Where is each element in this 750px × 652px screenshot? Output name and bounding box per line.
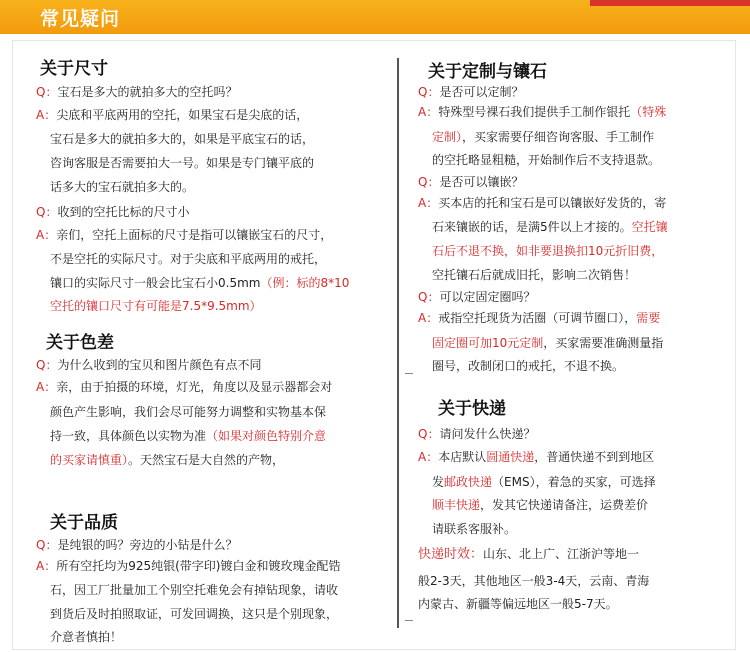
shipping-time-line: 内蒙古、新疆等偏远地区一般5-7天。 [418, 597, 618, 611]
faq-answer-line: 话多大的宝石就拍多大的。 [50, 180, 195, 194]
faq-question: Q：为什么收到的宝贝和图片颜色有点不同 [36, 358, 262, 372]
faq-answer-line: 定制），买家需要仔细咨询客服、手工制作 [432, 130, 655, 144]
faq-answer-line: 镶口的实际尺寸一般会比宝石小0.5mm（例：标的8*10 [50, 276, 350, 290]
shipping-time-line: 般2-3天，其他地区一般3-4天，云南、青海 [418, 574, 650, 588]
faq-question: Q：是纯银的吗？旁边的小钻是什么？ [36, 538, 238, 552]
faq-answer-line: A：戒指空托现货为活圈（可调节圈口），需要 [418, 311, 661, 325]
section-title-size: 关于尺寸 [40, 59, 108, 79]
faq-question: Q：是否可以镶嵌？ [418, 175, 524, 189]
faq-answer-line: 咨询客服是否需要拍大一号。如果是专门镶平底的 [50, 156, 315, 170]
faq-answer-line: 请联系客服补。 [432, 522, 517, 536]
faq-answer-line: 空托的镶口尺寸有可能是7.5*9.5mm） [50, 299, 262, 313]
faq-answer-line: A：特殊型号裸石我们提供手工制作银托（特殊 [418, 105, 667, 119]
faq-answer-line: 空托镶石后就成旧托，影响二次销售！ [432, 268, 637, 282]
section-title-shipping: 关于快递 [438, 399, 506, 419]
section-title-color: 关于色差 [46, 333, 114, 353]
faq-answer-line: 介意者慎拍！ [50, 630, 123, 644]
faq-answer-line: A：本店默认圆通快递，普通快递不到到地区 [418, 450, 655, 464]
faq-answer-line: 的空托略显粗糙，开始制作后不支持退款。 [432, 153, 661, 167]
faq-question: Q：请问发什么快递？ [418, 427, 536, 441]
faq-header-title: 常见疑问 [40, 8, 121, 30]
faq-answer-line: 颜色产生影响，我们会尽可能努力调整和实物基本保 [50, 405, 327, 419]
faq-answer-line: 发邮政快递（EMS），着急的买家，可选择 [432, 475, 656, 489]
faq-answer-line: 到货后及时拍照取证，可发回调换，这只是个别现象， [50, 607, 339, 621]
faq-question: Q：收到的空托比标的尺寸小 [36, 205, 190, 219]
faq-answer-line: A：所有空托均为925纯银(带字印)镀白金和镀玫瑰金配锆 [36, 559, 341, 573]
banner-corner-strip [590, 0, 750, 6]
faq-answer-line: 石后不退不换，如非要退换扣10元折旧费， [432, 244, 664, 258]
faq-answer-line: 石，因工厂批量加工个别空托难免会有掉钻现象，请收 [50, 583, 339, 597]
faq-answer-line: A：亲们，空托上面标的尺寸是指可以镶嵌宝石的尺寸， [36, 228, 333, 242]
faq-answer-line: 持一致，具体颜色以实物为准（如果对颜色特别介意 [50, 429, 327, 443]
faq-answer-line: 宝石是多大的就拍多大的，如果是平底宝石的话， [50, 132, 315, 146]
faq-answer-line: A：尖底和平底两用的空托，如果宝石是尖底的话， [36, 108, 309, 122]
faq-answer-line: 圈号，改制闭口的戒托，不退不换。 [432, 359, 625, 373]
faq-answer-line: 顺丰快递，发其它快递请备注，运费差价 [432, 498, 649, 512]
section-separator [405, 620, 413, 621]
faq-question: Q：宝石是多大的就拍多大的空托吗？ [36, 85, 238, 99]
faq-answer-line: 石来镶嵌的话，是满5件以上才接的。空托镶 [432, 220, 668, 234]
faq-answer-line: 的买家请慎重）。天然宝石是大自然的产物， [50, 453, 285, 467]
shipping-time-label: 快递时效： [418, 547, 484, 562]
section-separator [405, 373, 413, 374]
faq-answer-line: A：亲，由于拍摄的环境，灯光，角度以及显示器都会对 [36, 380, 333, 394]
faq-question: Q：是否可以定制？ [418, 85, 524, 99]
faq-answer-line: 不是空托的实际尺寸。对于尖底和平底两用的戒托， [50, 252, 327, 266]
section-title-quality: 关于品质 [50, 513, 118, 533]
faq-question: Q：可以定固定圈吗？ [418, 290, 536, 304]
shipping-time-line: 快递时效：山东、北上广、江浙沪等地一 [418, 547, 640, 562]
faq-answer-line: 固定圈可加10元定制，买家需要准确测量指 [432, 336, 664, 350]
column-divider [397, 58, 399, 628]
section-title-custom: 关于定制与镶石 [428, 62, 547, 82]
faq-answer-line: A：买本店的托和宝石是可以镶嵌好发货的，寄 [418, 196, 667, 210]
faq-header-banner [0, 0, 750, 34]
